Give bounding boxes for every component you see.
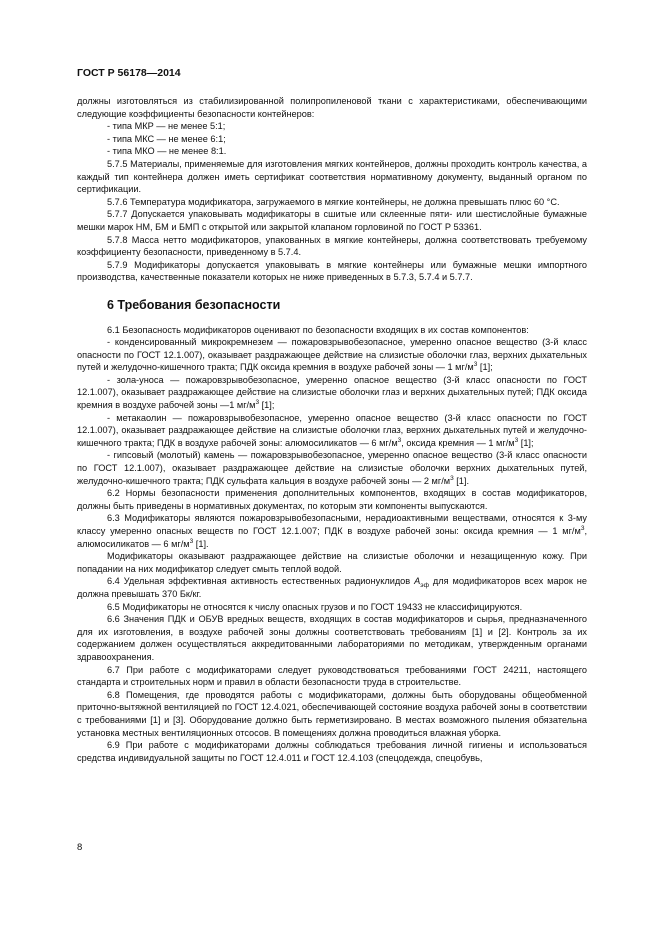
- clause-5-7-5: 5.7.5 Материалы, применяемые для изготовления мягких контейнеров, должны проходить контроль качества, а каждый тип контейнера должен иметь сертификат соответствия нормативному документу, выданный органом по сертификации.: [77, 158, 587, 195]
- document-header: ГОСТ Р 56178—2014: [77, 67, 181, 79]
- clause-5-7-8: 5.7.8 Масса нетто модификаторов, упакованных в мягкие контейнеры, должна соответствовать требуемому коэффициенту безопасности, приведенному в 5.7.4.: [77, 234, 587, 258]
- clause-6-1: 6.1 Безопасность модификаторов оценивают по безопасности входящих в их состав компонентов:: [107, 324, 529, 335]
- list-item: - метакаолин — пожаровзрывобезопасное, умеренно опасное вещество (3-й класс опасности по ГОСТ 12.1.007), оказывает раздражающее действие на слизистые оболочки глаз, верхних дыхательных путей и желудочно-кишечного тракта; ПДК в воздухе рабочей зоны: алюмосиликатов — 6 $мг/м^3$, оксида кремния — 1 $мг/м^3$ [1];: [77, 412, 587, 448]
- clause-6-4: 6.4 Удельная эффективная активность естественных радионуклидов $А_{эф}$ для модификаторов всех марок не должна превышать 370 Бк/кг.: [77, 576, 587, 599]
- intro-paragraph: должны изготовляться из стабилизированной полипропиленовой ткани с характеристиками, обеспечивающими следующие коэффициенты безопасности контейнеров:: [77, 96, 587, 119]
- clause-5-7-6: 5.7.6 Температура модификатора, загружаемого в мягкие контейнеры, не должна превышать плюс 60 °С.: [107, 196, 560, 207]
- clause-6-5: 6.5 Модификаторы не относятся к числу опасных грузов и по ГОСТ 19433 не классифицируются.: [107, 601, 523, 612]
- list-item: - зола-уноса — пожаровзрывобезопасное, умеренно опасное вещество (3-й класс опасности по ГОСТ 12.1.007), оказывает раздражающее действие на слизистые оболочки глаз и верхних дыхательных путей; ПДК оксида кремния в воздухе рабочей зоны —1 $мг/м^3$ [1];: [77, 374, 587, 411]
- list-item: - типа МКР — не менее 5:1;: [107, 121, 226, 132]
- list-item: - типа МКС — не менее 6:1;: [107, 133, 226, 144]
- clause-5-7-7: 5.7.7 Допускается упаковывать модификаторы в сшитые или склеенные пяти- или шестислойные бумажные мешки марок НМ, БМ и БМП с открытой или закрытой клапаном горловиной по ГОСТ Р 53361.: [77, 209, 587, 232]
- clause-6-3-note: Модификаторы оказывают раздражающее действие на слизистые оболочки и незащищенную кожу. При попадании на них модификатор следует смыть теплой водой.: [77, 551, 587, 574]
- list-item: - гипсовый (молотый) камень — пожаровзрывобезопасное, умеренно опасное вещество (3-й класс опасности по ГОСТ 12.1.007), оказывает раздражающее действие на слизистые оболочки верхних дыхательных путей, желудочно-кишечного тракта; ПДК сульфата кальция в воздухе рабочей зоны — 2 $мг/м^3$ [1].: [77, 450, 587, 486]
- clause-6-3: 6.3 Модификаторы являются пожаровзрывобезопасными, нерадиоактивными веществами, относятся к 3-му классу умеренно опасных веществ по ГОСТ 12.1.007; ПДК в воздухе рабочей зоны: оксида кремния — 1 $мг/м^3$, алюмосиликатов — 6 $мг/м^3$ [1].: [77, 513, 587, 549]
- list-item: - типа МКО — не менее 8:1.: [107, 146, 227, 157]
- page-number: 8: [77, 842, 83, 853]
- clause-6-6: 6.6 Значения ПДК и ОБУВ вредных веществ, входящих в состав модификаторов и сырья, предназначенного для их изготовления, в воздухе рабочей зоны должны соответствовать требованиям [1] и [2]. Контроль за их содержанием должен осуществляться аккредитованными лабораториями по методикам, утвержденным органами здравоохранения.: [77, 614, 587, 662]
- section-heading: 6 Требования безопасности: [107, 297, 281, 312]
- clause-6-7: 6.7 При работе с модификаторами следует руководствоваться требованиями ГОСТ 24211, настоящего стандарта и строительных норм и правил в области безопасности труда в строительстве.: [77, 664, 587, 688]
- clause-6-9: 6.9 При работе с модификаторами должны соблюдаться требования личной гигиены и использоваться средства индивидуальной защиты по ГОСТ 12.4.011 и ГОСТ 12.4.103 (спецодежда, спецобувь,: [77, 740, 587, 763]
- clause-6-2: 6.2 Нормы безопасности применения дополнительных компонентов, входящих в состав модификаторов, должны быть приведены в нормативных документах, по которым эти компоненты выпускаются.: [77, 488, 587, 511]
- clause-5-7-9: 5.7.9 Модификаторы допускается упаковывать в мягкие контейнеры или бумажные мешки импортного производства, качественные показатели которых не ниже приведенных в 5.7.3, 5.7.4 и 5.7.7.: [77, 259, 587, 283]
- list-item: - конденсированный микрокремнезем — пожаровзрывобезопасное, умеренно опасное вещество (3-й класс опасности по ГОСТ 12.1.007), оказывает раздражающее действие на слизистые оболочки глаз, верхних дыхательных путей и желудочно-кишечного тракта; ПДК оксида кремния в воздухе рабочей зоны — 1 $мг/м^3$ [1];: [77, 337, 587, 373]
- clause-6-8: 6.8 Помещения, где проводятся работы с модификаторами, должны быть оборудованы общеобменной приточно-вытяжной вентиляцией по ГОСТ 12.4.021, обеспечивающей состояние воздуха рабочей зоны в соответствии с требованиями [1] и [3]. Оборудование должно быть герметизировано. В местах возможного пыления обязательна установка местных вентиляционных отсосов. В помещениях должна проводиться влажная уборка.: [77, 689, 587, 738]
- page-content: [77, 95, 587, 764]
